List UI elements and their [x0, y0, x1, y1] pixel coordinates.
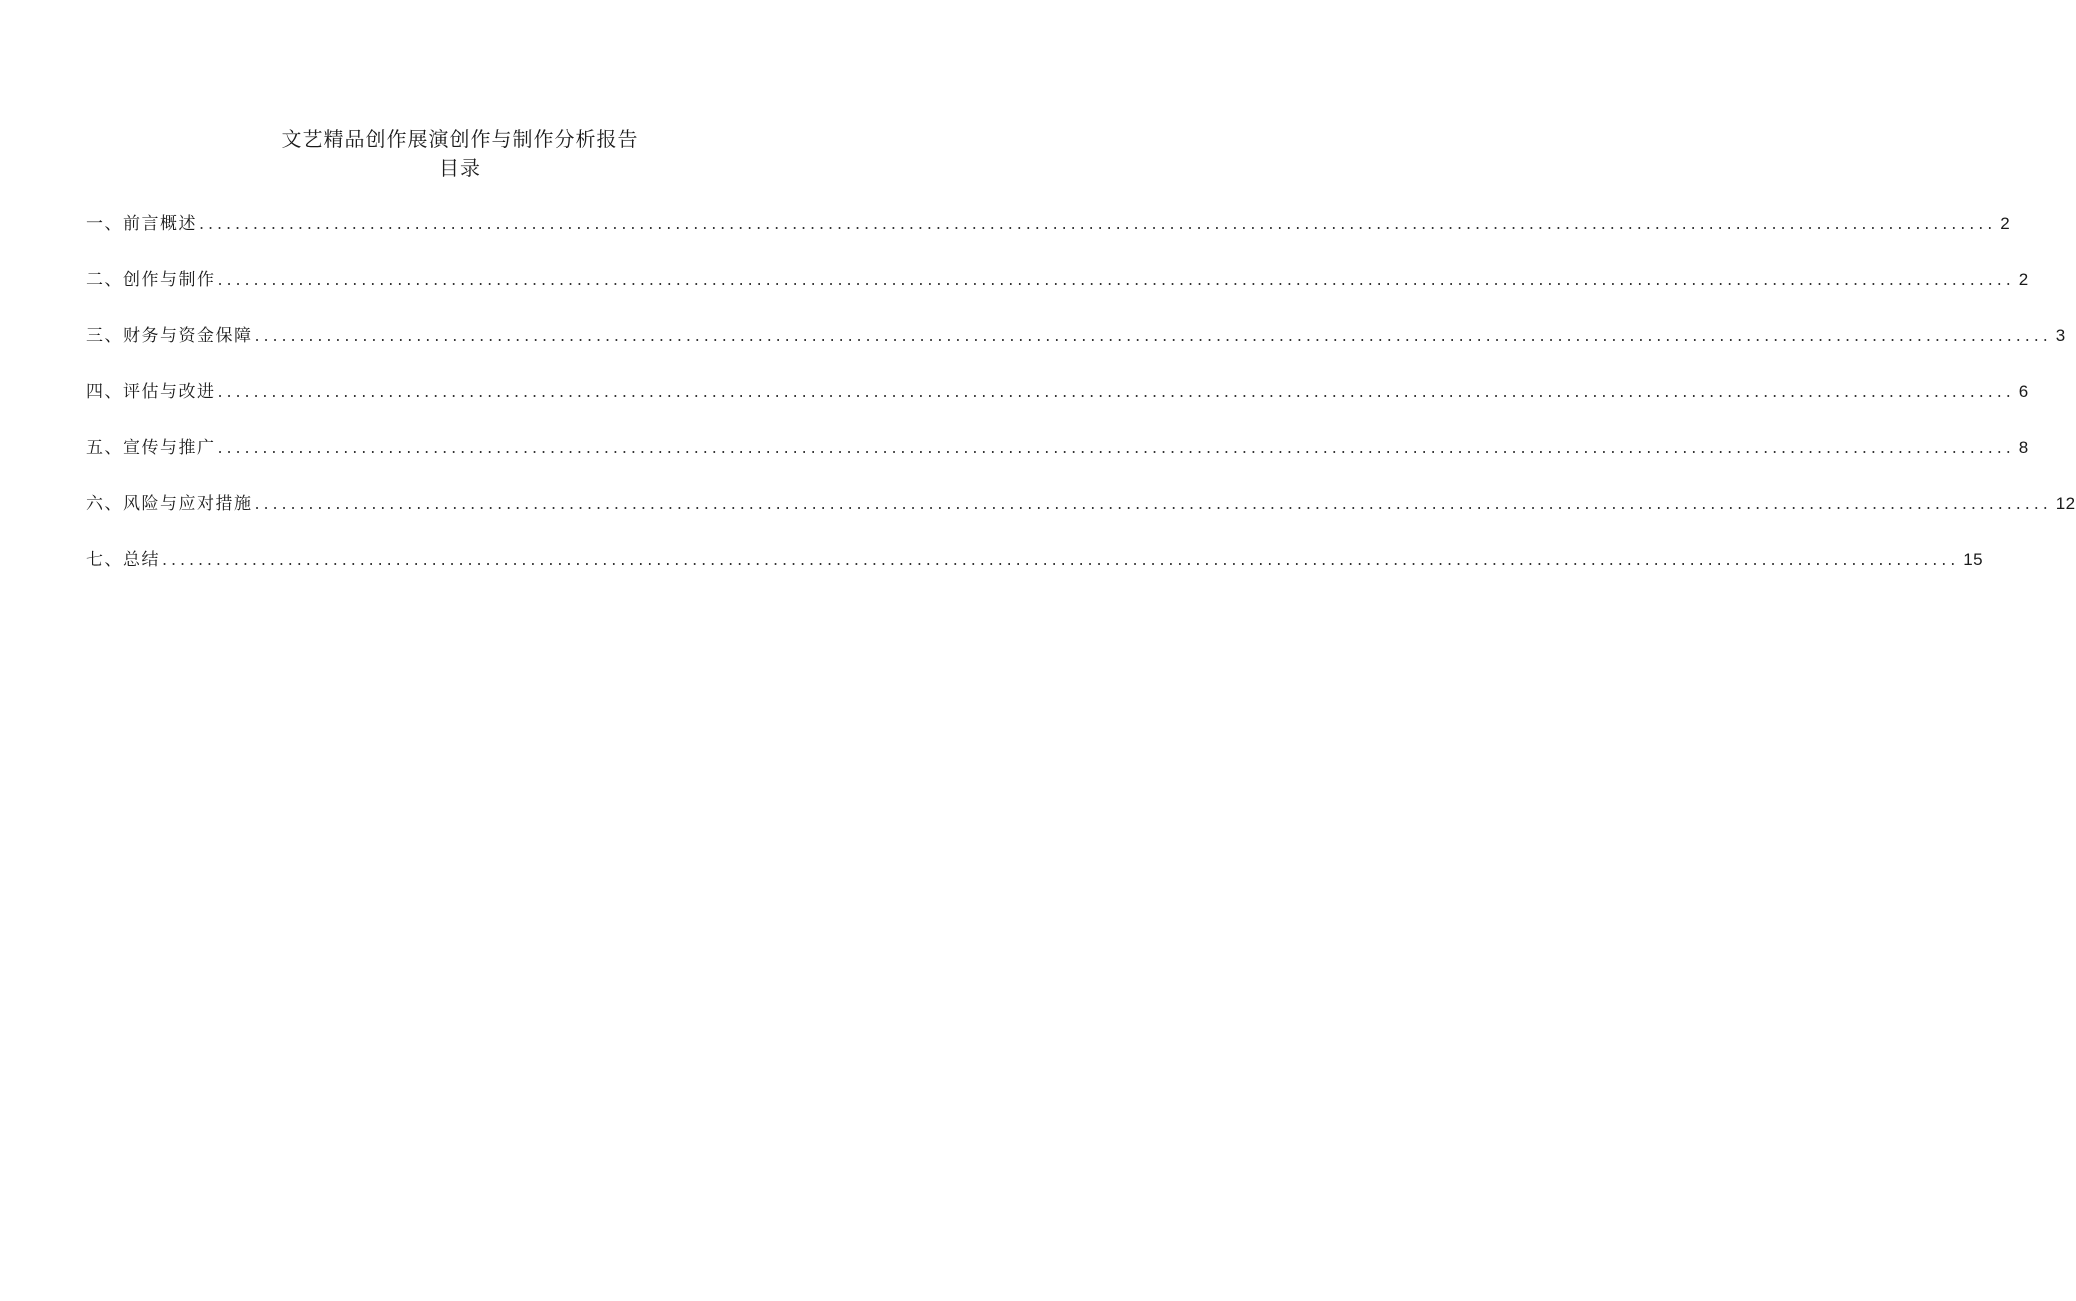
- toc-dot-leader: ........................................................................................................................................................................................................: [217, 270, 2015, 289]
- toc-entry-4[interactable]: [86, 377, 2029, 433]
- toc-entry-title: 风险与应对措施: [123, 494, 253, 514]
- toc-entry-title: 总结: [123, 550, 160, 570]
- table-of-contents: [86, 209, 2076, 601]
- toc-entry-1[interactable]: [86, 209, 2011, 265]
- toc-entry-number: 六、: [86, 494, 123, 514]
- document-title: 文艺精品创作展演创作与制作分析报告: [281, 127, 639, 151]
- toc-entry-title: 财务与资金保障: [123, 326, 253, 346]
- toc-entry-page: 15: [1963, 550, 1984, 569]
- toc-entry-page: 6: [2018, 382, 2029, 401]
- toc-entry-title: 评估与改进: [123, 382, 216, 402]
- toc-entry-title: 创作与制作: [123, 270, 216, 290]
- toc-entry-page: 2: [2000, 214, 2011, 233]
- toc-dot-leader: ........................................................................................................................................................................................................: [254, 326, 2052, 345]
- toc-entry-number: 三、: [86, 326, 123, 346]
- toc-entry-7[interactable]: [86, 545, 1984, 601]
- toc-entry-page: 2: [2018, 270, 2029, 289]
- toc-entry-number: 七、: [86, 550, 123, 570]
- toc-entry-number: 四、: [86, 382, 123, 402]
- toc-entry-page: 12: [2055, 494, 2076, 513]
- toc-entry-title: 前言概述: [123, 214, 197, 234]
- toc-dot-leader: ........................................................................................................................................................................................................: [199, 214, 1997, 233]
- toc-entry-title: 宣传与推广: [123, 438, 216, 458]
- toc-dot-leader: ........................................................................................................................................................................................................: [162, 550, 1960, 569]
- toc-dot-leader: ........................................................................................................................................................................................................: [254, 494, 2052, 513]
- toc-dot-leader: ........................................................................................................................................................................................................: [217, 438, 2015, 457]
- toc-entry-2[interactable]: [86, 265, 2029, 321]
- toc-entry-number: 五、: [86, 438, 123, 458]
- toc-dot-leader: ........................................................................................................................................................................................................: [217, 382, 2015, 401]
- toc-entry-3[interactable]: [86, 321, 2066, 377]
- toc-entry-6[interactable]: [86, 489, 2076, 545]
- toc-entry-5[interactable]: [86, 433, 2029, 489]
- toc-entry-page: 8: [2018, 438, 2029, 457]
- toc-entry-number: 二、: [86, 270, 123, 290]
- toc-heading: 目录: [439, 156, 481, 180]
- toc-entry-number: 一、: [86, 214, 123, 234]
- toc-entry-page: 3: [2055, 326, 2066, 345]
